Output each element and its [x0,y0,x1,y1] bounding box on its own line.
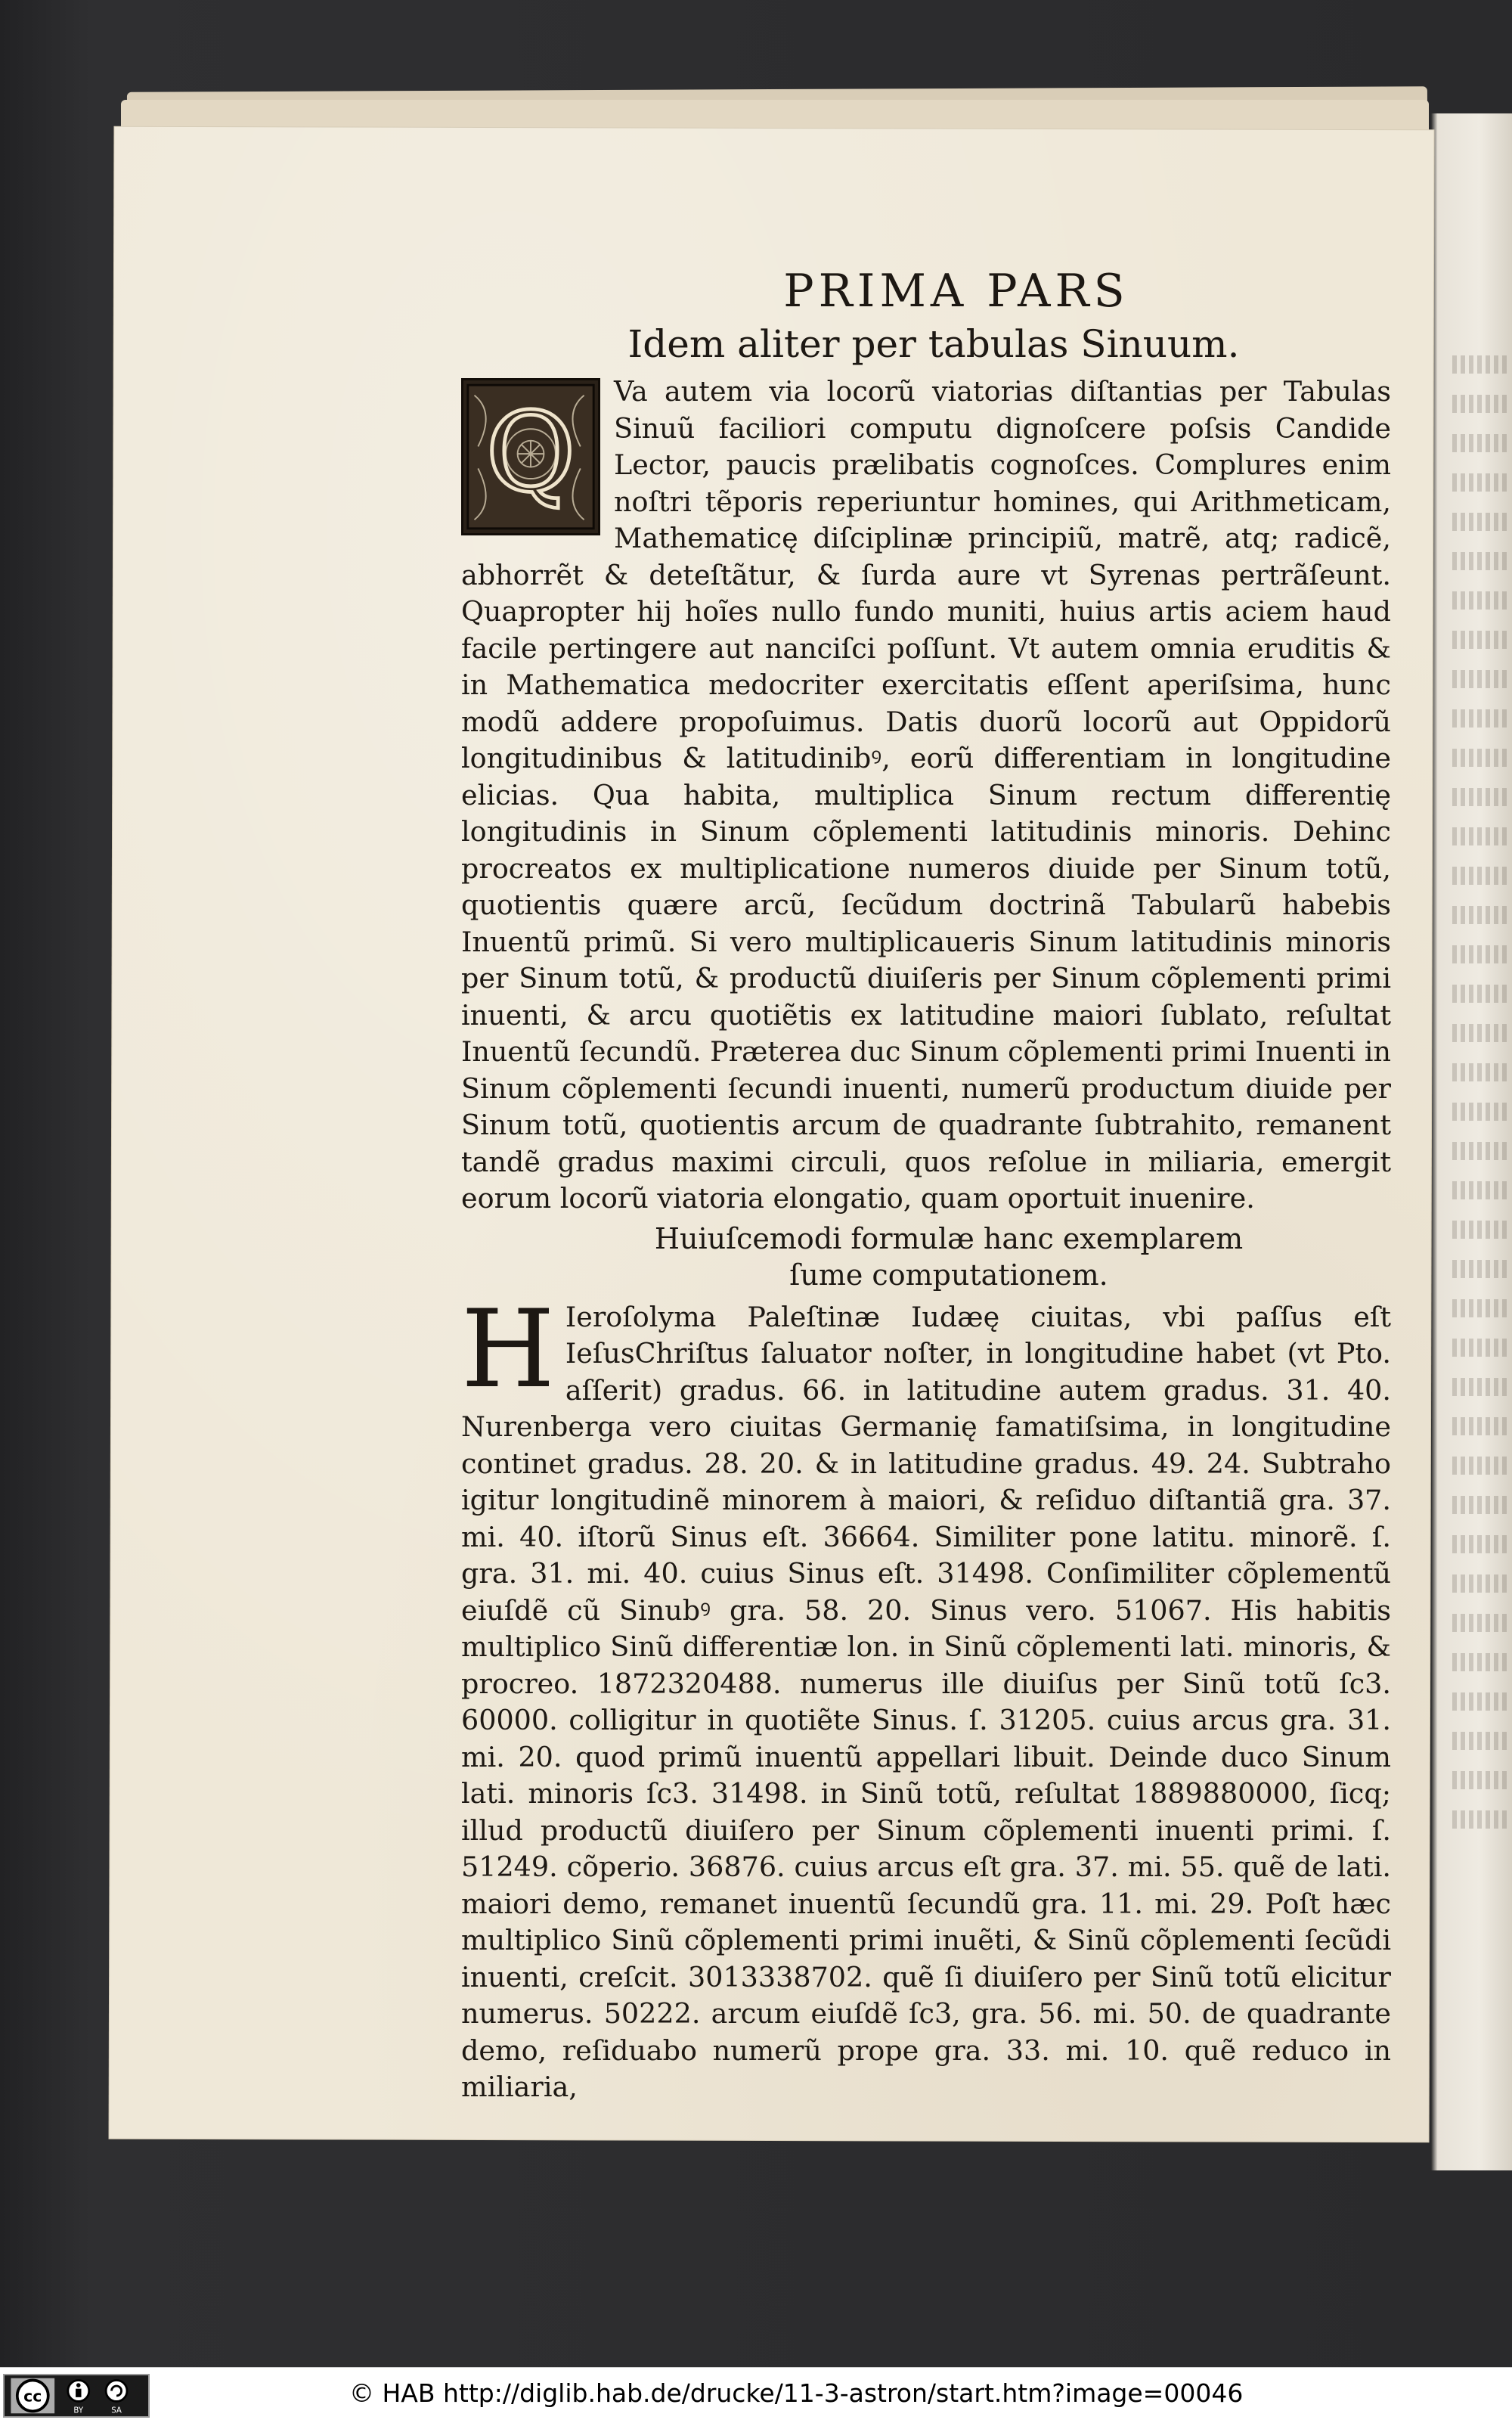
svg-text:cc: cc [23,2387,42,2406]
source-link[interactable]: © HAB http://diglib.hab.de/drucke/11-3-astron/start.htm?image=00046 [349,2378,1244,2408]
paragraph-text: Ieroſolyma Paleſtinæ Iudæę ciuitas, vbi paſſus eſt IeſusChriſtus ſaluator noſter, in longitudine habet (vt Pto. aſſerit) gradus. 66. in latitudine autem gradus. 31. 40. Nurenberga vero ciuitas Germanię famatiſsima, in longitudine continet gradus. 28. 20. & in latitudine gradus. 49. 24. Subtraho igitur longitudinẽ minorem à maiori, & reſiduo diſtantiã gra. 37. mi. 40. iſtorũ Sinus eſt. 36664. Similiter pone latitu. minorẽ. ſ. gra. 31. mi. 40. cuius Sinus eſt. 31498. Conſimiliter cõplementũ eiuſdẽ cũ Sinubꝰ gra. 58. 20. Sinus vero. 51067. His habitis multiplico Sinũ differentiæ lon. in Sinũ cõplementi lati. minoris, & procreo. 1872320488. numerus ille diuiſus per Sinũ totũ ſc3. 60000. colligitur in quotiẽte Sinus. ſ. 31205. cuius arcus gra. 31. mi. 20. quod primũ inuentũ appellari libuit. Deinde duco Sinum lati. minoris ſc3. 31498. in Sinũ totũ, reſultat 1889880000, ſicq; illud productũ diuiſero per Sinum cõplementi inuenti primi. ſ. 51249. cõperio. 36876. cuius arcus eſt gra. 37. mi. 55. quẽ de lati. maiori demo, remanet inuentũ ſecundũ gra. 11. mi. 29. Poſt hæc multiplico Sinũ cõplementi primi inuẽti, & Sinũ cõplementi ſecũdi inuenti, creſcit. 3013338702. quẽ ſi diuiſero per Sinũ totũ elicitur numerus. 50222. arcum eiuſdẽ ſc3, gra. 56. mi. 50. de quadrante demo, reſiduabo numerũ prope gra. 33. mi. 10. quẽ reduco in miliaria, [461,1300,1391,2103]
ghost-text [1452,1417,1509,1435]
ghost-text [1452,1614,1509,1632]
ghost-text [1452,1653,1509,1671]
ghost-text [1452,670,1509,688]
ghost-text [1452,473,1509,492]
ghost-text [1452,1810,1509,1829]
ghost-text [1452,945,1509,963]
ghost-text [1452,355,1509,374]
formula-line-2: ſume computationem. [789,1258,1108,1292]
formula-line-1: Huiuſcemodi formulæ hanc exemplarem [654,1221,1244,1255]
initial-h: H [461,1286,555,1412]
paragraph-method [461,374,1391,1218]
ghost-text [1452,749,1509,767]
paragraph-text: Va autem via locorũ viatorias diſtantias per Tabulas Sinuũ faciliori computu dignoſcere poſsis Candide Lector, paucis prælibatis cognoſces. Complures enim noſtri tẽporis reperiuntur homines, qui Arithmeticam, Mathematicę diſciplinæ principiũ, matrẽ, atq; radicẽ, abhorrẽt & deteſtãtur, & ſurda aure vt Syrenas pertrãſeunt. Quapropter hij hoĩes nullo fundo muniti, huius artis aciem haud facile pertingere aut nanciſci poſſunt. Vt autem omnia eruditis & in Mathematica medocriter exercitatis eſſent aperiſsima, hunc modũ addere propoſuimus. Datis duorũ locorũ aut Oppidorũ longitudinibus & latitudinibꝰ, eorũ differentiam in longitudine elicias. Qua habita, multiplica Sinum rectum differentię longitudinis in Sinum cõplementi latitudinis minoris. Dehinc procreatos ex multiplicatione numeros diuide per Sinum totũ, quotientis quære arcũ, ſecũdum doctrinã Tabularũ habebis Inuentũ primũ. Si vero multiplicaueris Sinum latitudinis minoris per Sinum totũ, & productũ diuiſeris per Sinum cõplementi primi inuenti, & arcu quotiẽtis ex latitudine maiori ſublato, reſultat Inuentũ ſecundũ. Præterea duc Sinum cõplementi primi Inuenti in Sinum cõplementi ſecundi inuenti, numerũ productum diuide per Sinum totũ, quotientis arcum de quadrante ſubtrahito, remanent tandẽ gradus maximi circuli, quos reſolue in miliaria, emergit eorum locorũ viatoria elongatio, quam oportuit inuenire. [461,375,1391,1215]
ghost-text [1452,1260,1509,1278]
ghost-text [1452,788,1509,806]
svg-text:Q: Q [485,389,576,517]
ghost-text [1452,395,1509,413]
ghost-text [1452,434,1509,452]
ghost-text [1452,591,1509,610]
ghost-text [1452,1535,1509,1553]
cc-by-sa-icon[interactable] [3,2374,150,2418]
ghost-text [1452,1692,1509,1711]
ghost-text [1452,1221,1509,1239]
ghost-text [1452,1496,1509,1514]
ghost-text [1452,513,1509,531]
ghost-text [1452,1732,1509,1750]
ghost-text [1452,1457,1509,1475]
ghost-text [1452,1103,1509,1121]
ghost-text [1452,1771,1509,1789]
ghost-text [1452,1574,1509,1593]
page-stack-edge [121,100,1429,130]
paragraph-example [461,1286,1391,2106]
ghost-text [1452,1299,1509,1317]
formula-caption [461,1221,1391,1293]
ghost-text [1452,1024,1509,1042]
ghost-text [1452,709,1509,728]
footer-bar [0,2367,1512,2423]
ghost-text [1452,1339,1509,1357]
ghost-text [1452,1181,1509,1199]
ghost-text [1452,1142,1509,1160]
ghost-text [1452,827,1509,845]
ghost-text [1452,631,1509,649]
ghost-text [1452,867,1509,885]
decorated-initial-q-icon [461,378,600,535]
ghost-text [1452,906,1509,924]
section-title: Idem aliter per tabulas Sinuum. [627,322,1240,366]
page-header: PRIMA PARS [783,265,1129,318]
ghost-text [1452,1378,1509,1396]
ghost-text [1452,985,1509,1003]
svg-text:SA: SA [111,2406,122,2415]
svg-text:BY: BY [73,2406,84,2415]
facing-page-edge [1431,113,1512,2170]
ghost-text [1452,552,1509,570]
page-content [461,265,1391,2106]
ghost-text [1452,1063,1509,1081]
